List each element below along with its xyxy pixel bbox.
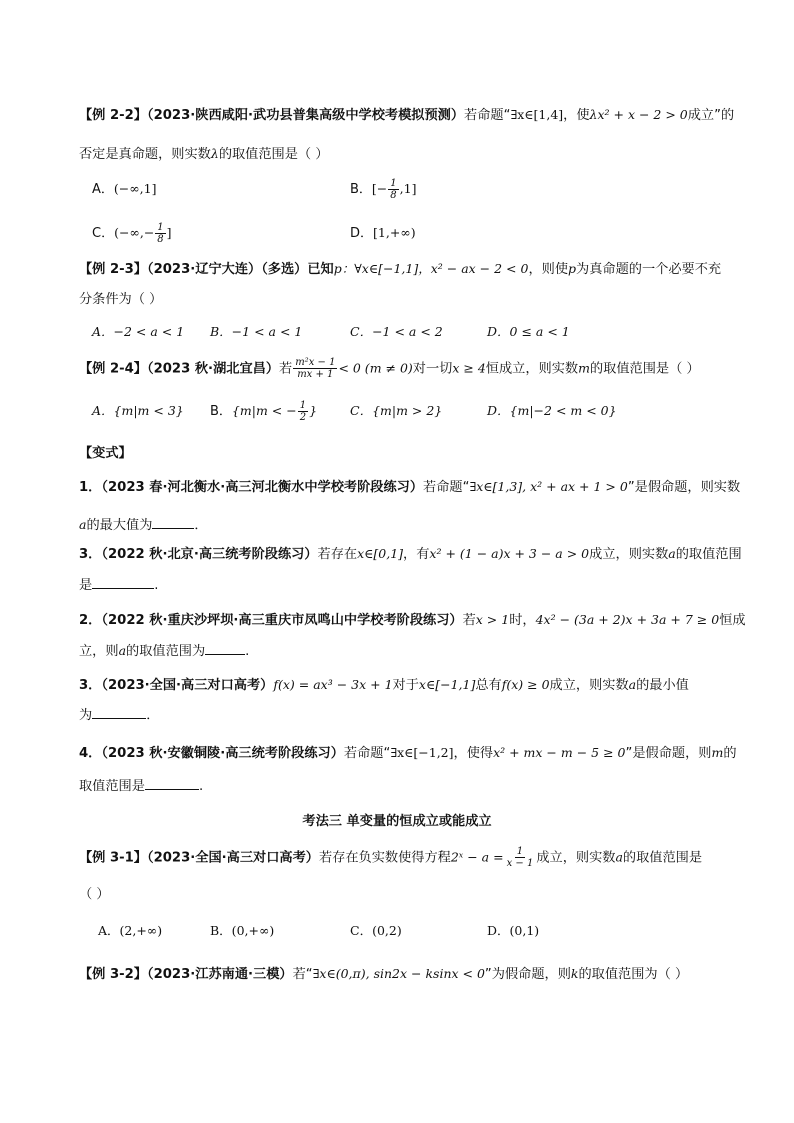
fraction: $\frac{\text{m²x − 1}}{mx + 1}$ xyxy=(295,357,336,380)
question-text: ，则使 xyxy=(528,262,569,277)
variant-4-line-1 xyxy=(79,742,737,765)
example-2-2-options-row-1 xyxy=(92,174,712,204)
variant-3b-line-2: 为 ． xyxy=(79,705,719,727)
question-text: 若命题“ xyxy=(423,480,470,495)
question-text: 的 xyxy=(723,746,737,761)
fraction: $\frac{1}{2}$ xyxy=(299,400,307,423)
example-2-3-line-1 xyxy=(79,258,722,281)
answer-blank[interactable] xyxy=(92,705,146,719)
option-d: D．[1,+∞) xyxy=(350,225,416,241)
option-a: A．−2 < a < 1 xyxy=(92,324,185,339)
math-expression: ∃x∈[1,4] xyxy=(510,107,564,122)
question-text: 成立，则实数 xyxy=(549,678,629,693)
math-expression: λ xyxy=(210,146,219,161)
example-source: （2023 秋·湖北宜昌） xyxy=(146,361,280,377)
math-expression: 4x² − (3a + 2)x + 3a + 7 ≥ 0 xyxy=(535,612,720,627)
option-d: D．0 ≤ a < 1 xyxy=(487,324,570,339)
math-expression: p xyxy=(333,261,342,276)
question-text: 若“ xyxy=(292,967,313,982)
math-expression: 2ˣ − a = xyxy=(450,849,504,865)
option-b: B．[− $\frac{1}{8}$ ,1] xyxy=(350,178,417,201)
option-b: B．−1 < a < 1 xyxy=(210,324,303,339)
math-expression: x ≥ 4 xyxy=(452,360,486,376)
example-2-4-line-1 xyxy=(79,357,719,381)
question-number: 3． xyxy=(79,547,102,562)
question-source: （2022 秋·北京·高三统考阶段练习） xyxy=(101,547,318,562)
example-2-2-options-row-2 xyxy=(92,218,712,248)
option-a: A．{m|m < 3} xyxy=(92,403,184,418)
question-number: 3． xyxy=(79,678,102,693)
question-text: ，使 xyxy=(563,108,590,123)
option-a: A．(2,+∞) xyxy=(98,923,163,938)
math-expression: ∃x∈(0,π), sin2x − ksinx < 0 xyxy=(312,966,485,981)
example-2-3-options xyxy=(92,317,712,347)
example-3-1-options xyxy=(92,916,712,946)
fraction: $\frac{1}{x - 1}$ xyxy=(506,846,534,869)
variant-3b-line-1 xyxy=(79,674,719,697)
question-text: 为 xyxy=(79,708,93,723)
question-text: 若 xyxy=(279,361,293,377)
question-text: 恒成 xyxy=(719,613,746,628)
question-text: 对于 xyxy=(392,678,419,693)
question-source: （2023·全国·高三对口高考） xyxy=(101,678,274,693)
question-text: 若存在负实数使得方程 xyxy=(318,850,451,866)
example-2-2-line-2 xyxy=(79,143,719,166)
question-text: ，有 xyxy=(403,547,430,562)
question-text: 若 xyxy=(462,613,476,628)
question-text: 分条件为（ ） xyxy=(79,292,163,307)
example-3-2-line-1 xyxy=(79,963,719,986)
question-source: （2023 春·河北衡水·高三河北衡水中学校考阶段练习） xyxy=(101,480,424,495)
math-expression: k xyxy=(570,966,579,981)
math-expression: m xyxy=(711,745,724,760)
variant-1-line-2: a的最大值为 ． xyxy=(79,517,208,533)
question-text: ”为假命题，则 xyxy=(484,967,571,982)
question-text: 时， xyxy=(509,613,536,628)
question-text: ，使得 xyxy=(453,746,494,761)
example-3-1-line-1 xyxy=(79,846,719,870)
math-expression: x∈[0,1] xyxy=(357,546,404,561)
question-text: 的最大值为 xyxy=(86,518,153,533)
option-d: D．{m|−2 < m < 0} xyxy=(487,403,617,418)
question-text: 若存在 xyxy=(317,547,358,562)
variant-2-line-2: 立，则a的取值范围为 . xyxy=(79,643,250,659)
question-text: 立，则 xyxy=(79,644,119,659)
example-3-1-line-2 xyxy=(79,884,719,906)
question-source: （2023 秋·安徽铜陵·高三统考阶段练习） xyxy=(101,746,344,761)
math-expression: x∈[−1,1] xyxy=(418,677,476,692)
variant-3a-line-2: 是 . xyxy=(79,575,719,597)
example-2-2-line-1 xyxy=(79,104,735,127)
example-source: （2023·陕西咸阳·武功县普集高级中学校考模拟预测） xyxy=(146,108,465,123)
question-text: ”是假命题，则实数 xyxy=(627,480,741,495)
math-expression: m xyxy=(578,360,590,376)
example-source: （2023·江苏南通·三模） xyxy=(146,967,293,982)
math-expression: ：∀x∈[−1,1]，x² − ax − 2 < 0 xyxy=(341,261,529,276)
question-text: 取值范围是 xyxy=(79,779,145,794)
math-expression: a xyxy=(668,546,676,561)
math-expression: f(x) ≥ 0 xyxy=(501,677,550,692)
option-a: A．(−∞,1] xyxy=(92,181,157,197)
question-text: 成立”的 xyxy=(687,108,735,123)
math-expression: a xyxy=(79,517,87,532)
question-text: 的取值范围为（ ） xyxy=(578,967,689,982)
question-text: 的取值范围是（ ） xyxy=(218,147,329,162)
example-2-4-options xyxy=(92,396,712,426)
question-text: 的取值范围是（ ） xyxy=(589,361,700,377)
question-text: 的取值范围 xyxy=(675,547,742,562)
question-text: 为真命题的一个必要不充 xyxy=(576,262,722,277)
math-expression: a xyxy=(615,849,623,865)
variant-heading: 【变式】 xyxy=(79,446,132,461)
example-tag: 【例 2-2】 xyxy=(79,108,147,123)
option-c: C．−1 < a < 2 xyxy=(350,324,443,339)
math-expression: f(x) = ax³ − 3x + 1 xyxy=(273,677,393,692)
math-expression: x > 1 xyxy=(475,612,510,627)
fraction: $\frac{1}{8}$ xyxy=(390,178,397,201)
option-c: C．(0,2) xyxy=(350,923,402,938)
question-text: ”是假命题，则 xyxy=(625,746,712,761)
question-text: 成立，则实数 xyxy=(536,850,616,866)
question-source: （2022 秋·重庆沙坪坝·高三重庆市凤鸣山中学校考阶段练习） xyxy=(101,613,463,628)
question-text: 总有 xyxy=(475,678,502,693)
example-tag: 【例 2-4】 xyxy=(79,361,147,377)
math-expression: ∃x∈[−1,2] xyxy=(390,745,454,760)
answer-blank[interactable] xyxy=(145,776,199,790)
math-expression: p xyxy=(568,261,577,276)
answer-blank[interactable] xyxy=(92,575,154,589)
example-source: （2023·全国·高三对口高考） xyxy=(146,850,319,866)
question-text: 的取值范围为 xyxy=(126,644,206,659)
math-expression: λx² + x − 2 > 0 xyxy=(589,107,688,122)
question-number: 4． xyxy=(79,746,102,761)
question-text: 的最小值 xyxy=(636,678,689,693)
question-text: （ ） xyxy=(79,887,110,902)
answer-blank[interactable] xyxy=(152,515,194,529)
answer-blank[interactable] xyxy=(205,641,245,655)
question-text: 若命题“ xyxy=(343,746,391,761)
example-tag: 【例 3-1】 xyxy=(79,850,147,866)
option-b: B．{m|m < − $\frac{1}{2}$ } xyxy=(210,400,318,423)
question-text: 恒成立，则实数 xyxy=(485,361,579,377)
option-c: C．(−∞,− $\frac{1}{8}$ ] xyxy=(92,222,172,245)
variant-4-line-2: 取值范围是 . xyxy=(79,776,719,798)
math-expression: x² + mx − m − 5 ≥ 0 xyxy=(493,745,626,760)
example-2-3-line-2 xyxy=(79,289,719,311)
example-tag: 【例 3-2】 xyxy=(79,967,147,982)
math-expression: x² + (1 − a)x + 3 − a > 0 xyxy=(429,546,590,561)
question-text: 若命题“ xyxy=(464,108,511,123)
math-expression: < 0 (m ≠ 0) xyxy=(338,360,413,376)
variant-3a-line-1 xyxy=(79,543,742,566)
option-c: C．{m|m > 2} xyxy=(350,403,443,418)
math-expression: ∃x∈[1,3], x² + ax + 1 > 0 xyxy=(469,479,628,494)
section-heading: 考法三 单变量的恒成立或能成立 xyxy=(302,814,492,829)
example-tag: 【例 2-3】 xyxy=(79,262,147,277)
question-text: 否定是真命题，则实数 xyxy=(79,147,211,162)
example-source: （2023·辽宁大连）（多选）已知 xyxy=(146,262,334,277)
variant-2-line-1 xyxy=(79,609,746,632)
math-expression: a xyxy=(118,643,127,658)
question-text: 对一切 xyxy=(412,361,453,377)
question-text: 的取值范围是 xyxy=(622,850,703,866)
question-text: 成立，则实数 xyxy=(589,547,669,562)
option-d: D．(0,1) xyxy=(487,923,540,938)
question-text: 是 xyxy=(79,578,93,593)
variant-1-line-1 xyxy=(79,476,741,499)
fraction: $\frac{1}{8}$ xyxy=(157,222,164,245)
question-number: 2． xyxy=(79,613,102,628)
math-expression: a xyxy=(628,677,637,692)
question-number: 1． xyxy=(79,480,102,495)
option-b: B．(0,+∞) xyxy=(210,923,275,938)
